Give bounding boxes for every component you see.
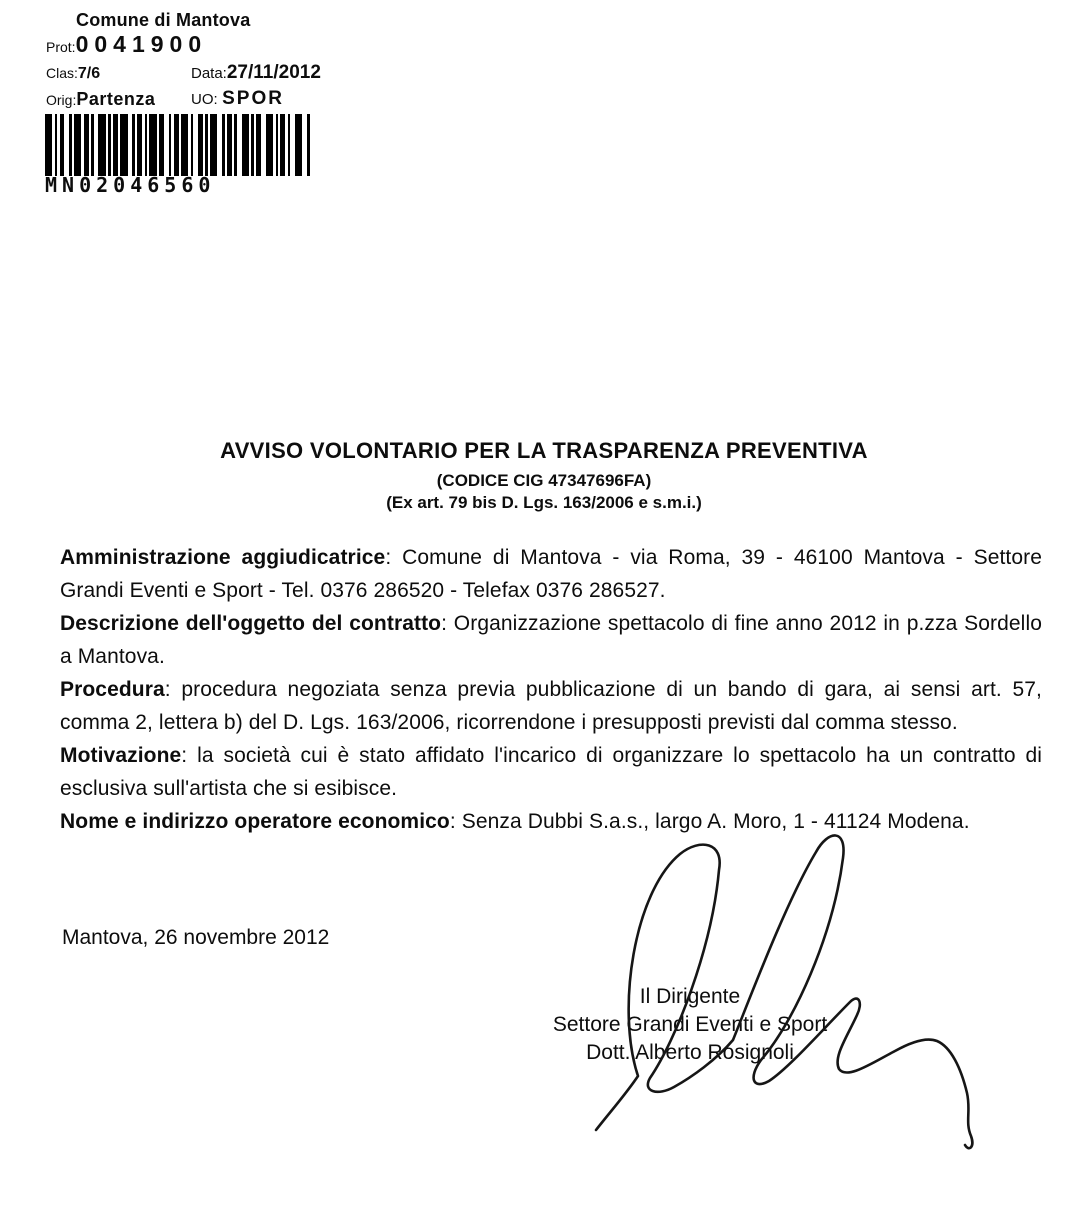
uo-label: UO: bbox=[191, 91, 218, 108]
orig-pair bbox=[46, 89, 156, 109]
title-line1: AVVISO VOLONTARIO PER LA TRASPARENZA PREVENTIVA bbox=[220, 438, 868, 463]
clas-pair bbox=[46, 65, 100, 82]
paragraph-descrizione bbox=[60, 607, 1042, 673]
stamp-orig-row bbox=[46, 87, 284, 113]
paragraph-text: : Comune di Mantova - via Roma, 39 - 46100 Mantova - Settore Grandi Eventi e Sport - Tel. 0376 286520 - Telefax 0376 286527. bbox=[60, 546, 1042, 602]
prot-value: 0041900 bbox=[75, 31, 208, 57]
handwritten-signature bbox=[570, 818, 1020, 1178]
barcode-value: MN02046560 bbox=[45, 173, 216, 197]
stamp-prot-row bbox=[46, 32, 250, 60]
orig-label: Orig: bbox=[46, 92, 77, 108]
paragraph-label: Motivazione bbox=[60, 744, 182, 767]
signer-role-line2: Settore Grandi Eventi e Sport bbox=[552, 1013, 828, 1036]
paragraph-procedura bbox=[60, 673, 1042, 739]
data-pair bbox=[191, 61, 321, 86]
dateline: Mantova, 26 novembre 2012 bbox=[62, 926, 330, 949]
paragraph-amministrazione bbox=[60, 541, 1042, 607]
signature-stroke bbox=[596, 835, 972, 1148]
document-title bbox=[0, 438, 1088, 514]
clas-value: 7/6 bbox=[77, 65, 101, 82]
signer-role-line1: Il Dirigente bbox=[639, 985, 741, 1008]
paragraph-label: Nome e indirizzo operatore economico bbox=[60, 810, 450, 833]
clas-label: Clas: bbox=[46, 65, 78, 81]
barcode bbox=[45, 114, 313, 197]
document-body bbox=[60, 541, 1042, 838]
title-ref-line: (Ex art. 79 bis D. Lgs. 163/2006 e s.m.i.) bbox=[386, 493, 702, 512]
barcode-bars bbox=[45, 114, 313, 176]
paragraph-text: : la società cui è stato affidato l'incarico di organizzare lo spettacolo ha un contratto di esclusiva sull'artista che si esibisce. bbox=[60, 744, 1042, 800]
paragraph-motivazione bbox=[60, 739, 1042, 805]
orig-value: Partenza bbox=[76, 89, 156, 109]
uo-pair bbox=[191, 87, 284, 112]
uo-value: SPOR bbox=[222, 88, 284, 109]
protocol-stamp bbox=[46, 10, 321, 113]
paragraph-label: Procedura bbox=[60, 678, 165, 701]
paragraph-label: Amministrazione aggiudicatrice bbox=[60, 546, 386, 569]
data-value: 27/11/2012 bbox=[226, 62, 321, 83]
title-cig-line: (CODICE CIG 47347696FA) bbox=[436, 471, 652, 490]
signer-name: Dott. Alberto Rosignoli bbox=[586, 1041, 794, 1064]
paragraph-text: : Organizzazione spettacolo di fine anno 2012 in p.zza Sordello a Mantova. bbox=[60, 612, 1042, 668]
stamp-office: Comune di Mantova bbox=[76, 10, 251, 30]
paragraph-text: : Senza Dubbi S.a.s., largo A. Moro, 1 - 41124 Modena. bbox=[449, 810, 970, 833]
paragraph-label: Descrizione dell'oggetto del contratto bbox=[60, 612, 442, 635]
paragraph-text: : procedura negoziata senza previa pubblicazione di un bando di gara, ai sensi art. 57, comma 2, lettera b) del D. Lgs. 163/2006, ricorrendone i presupposti previsti dal comma stesso. bbox=[60, 678, 1042, 734]
prot-label: Prot: bbox=[46, 39, 76, 55]
data-label: Data: bbox=[191, 65, 227, 82]
stamp-clas-row bbox=[46, 61, 321, 86]
